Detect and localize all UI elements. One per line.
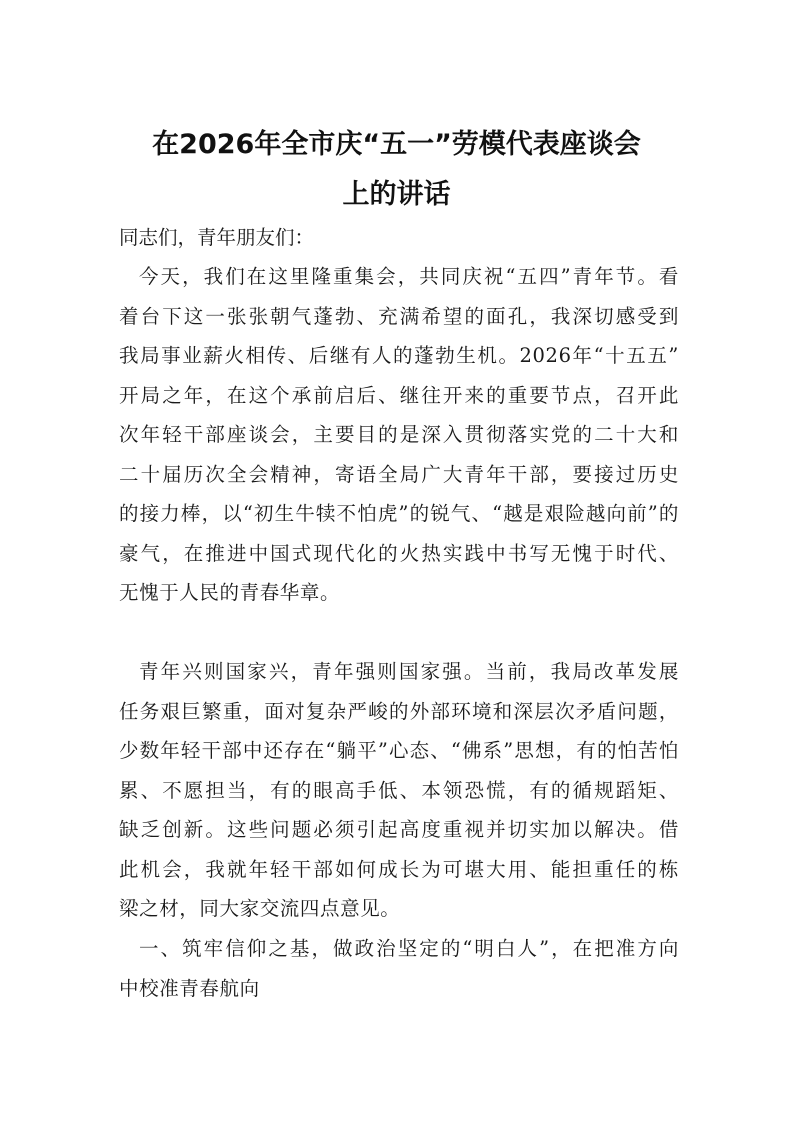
paragraph-line: 豪气，在推进中国式现代化的火热实践中书写无愧于时代、 bbox=[119, 541, 679, 565]
paragraph-line: 缺乏创新。这些问题必须引起高度重视并切实加以解决。借 bbox=[119, 818, 679, 841]
salutation: 同志们，青年朋友们： bbox=[119, 226, 315, 249]
paragraph-line: 着台下这一张张朝气蓬勃、充满希望的面孔，我深切感受到 bbox=[119, 304, 679, 328]
paragraph-line: 任务艰巨繁重，面对复杂严峻的外部环境和深层次矛盾问题， bbox=[119, 699, 679, 723]
section-heading-1 bbox=[119, 929, 679, 1008]
paragraph-line: 累、不愿担当，有的眼高手低、本领恐慌，有的循规蹈矩、 bbox=[119, 778, 679, 802]
paragraph-2 bbox=[119, 652, 679, 929]
document-title-line-1: 在2026年全市庆“五一”劳模代表座谈会 bbox=[152, 129, 641, 160]
paragraph-line: 青年兴则国家兴，青年强则国家强。当前，我局改革发展 bbox=[139, 660, 679, 683]
paragraph-line: 梁之材，同大家交流四点意见。 bbox=[119, 897, 401, 920]
paragraph-line: 今天，我们在这里隆重集会，共同庆祝“五四”青年节。看 bbox=[139, 265, 679, 288]
paragraph-line: 此机会，我就年轻干部如何成长为可堪大用、能担重任的栋 bbox=[119, 857, 679, 881]
paragraph-line: 少数年轻干部中还存在“躺平”心态、“佛系”思想，有的怕苦怕 bbox=[119, 739, 679, 762]
paragraph-line: 次年轻干部座谈会，主要目的是深入贯彻落实党的二十大和 bbox=[119, 423, 679, 446]
paragraph-line: 的接力棒，以“初生牛犊不怕虎”的锐气、“越是艰险越向前”的 bbox=[119, 502, 679, 525]
paragraph-line: 中校准青春航向 bbox=[119, 976, 260, 1000]
paragraph-1 bbox=[119, 257, 679, 613]
paragraph-line: 我局事业薪火相传、后继有人的蓬勃生机。2026年“十五五” bbox=[119, 344, 679, 367]
paragraph-line: 开局之年，在这个承前启后、继往开来的重要节点，召开此 bbox=[119, 383, 679, 407]
document-title-line-2: 上的讲话 bbox=[342, 179, 451, 210]
paragraph-line: 无愧于人民的青春华章。 bbox=[119, 581, 341, 604]
paragraph-line: 二十届历次全会精神，寄语全局广大青年干部，要接过历史 bbox=[119, 462, 679, 486]
paragraph-line: 一、筑牢信仰之基，做政治坚定的“明白人”，在把准方向 bbox=[139, 937, 679, 960]
